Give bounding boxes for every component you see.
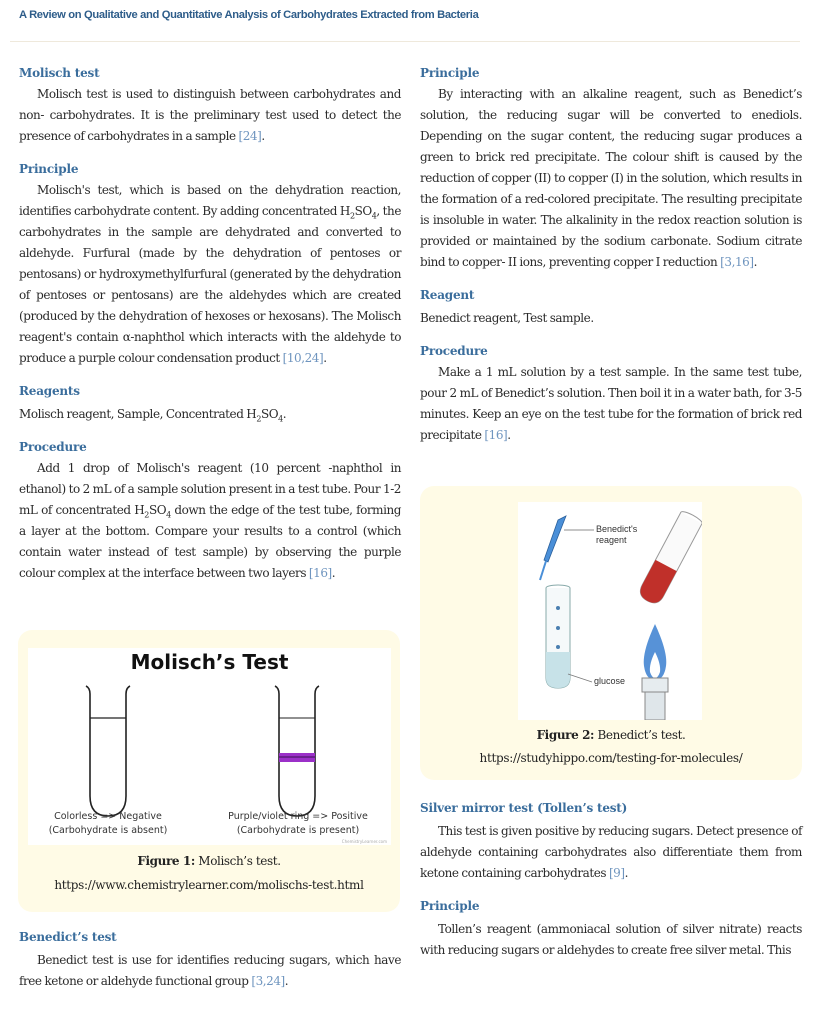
subscript: 4 (278, 414, 283, 424)
benedict-procedure-paragraph: Make a 1 mL solution by a test sample. In the same test tube, pour 2 mL of Benedict’s solution. Then boil it in a water bath, for 3-5 minutes. Keep an eye on the test tube for the formation of brick red precipitate [16]. (420, 365, 802, 442)
glucose-label: glucose (594, 676, 626, 686)
tollen-intro-paragraph: This test is given positive by reducing sugars. Detect presence of aldehyde containing carbohydrates also differentiate them from ketone containing carbohydrates [9]. (420, 824, 802, 880)
subheading-principle: Principle (19, 162, 79, 176)
figure-1-box (18, 630, 400, 912)
figure-1-image-title: Molisch’s Test (130, 650, 289, 674)
left-column (19, 62, 401, 584)
subscript: 4 (371, 211, 377, 221)
positive-result-label (208, 810, 388, 838)
molisch-intro-paragraph: Molisch test is used to distinguish between carbohydrates and non- carbohydrates. It is the preliminary test used to detect the presence of carbohydrates in a sample [24]. (19, 87, 401, 143)
benedict-intro-paragraph: Benedict test is use for identifies reducing sugars, which have free ketone or aldehyde functional group [3,24]. (19, 953, 401, 988)
figure-1-label: Figure 1: (137, 854, 195, 868)
benedict-intro-text: Benedict test is use for identifies reducing sugars, which have free ketone or aldehyde functional group (19, 953, 401, 988)
subheading-procedure: Procedure (420, 344, 488, 358)
figure-2-caption-text: Benedict’s test. (594, 728, 686, 742)
citation-link[interactable]: [16] (308, 566, 332, 580)
section-heading-benedict: Benedict’s test (19, 930, 117, 944)
figure-2-caption (420, 728, 802, 742)
subscript: 2 (144, 510, 149, 520)
subscript: 4 (166, 510, 171, 520)
tollen-principle-paragraph: Tollen’s reagent (ammoniacal solution of silver nitrate) reacts with reducing sugars or aldehydes to create free silver metal. This (420, 922, 802, 957)
principle-text: Molisch's test, which is based on the dehydration reaction, identifies carbohydrate content. By adding concentrated H (19, 183, 401, 218)
section-heading-tollen: Silver mirror test (Tollen’s test) (420, 801, 628, 815)
reagents-text: Molisch reagent, Sample, Concentrated H (19, 407, 257, 421)
citation-link[interactable]: [24] (238, 129, 262, 143)
molisch-principle-paragraph: Molisch's test, which is based on the dehydration reaction, identifies carbohydrate content. By adding concentrated $H_2SO_4$, the carbohydrates in the sample are dehydrated and converted to aldehyde. Furfural (made by the dehydration of pentoses or pentosans) or hydroxymethylfurfural (generated by the dehydration of pentoses or pentosans) are the aldehydes which are created (produced by the dehydration of hexoses or hexosans). The Molisch reagent's contain α-naphthol which interacts with the aldehyde to produce a purple colour condensation product [10,24]. (19, 183, 401, 365)
figure-1-image (28, 648, 391, 845)
procedure-text: down the edge of the test tube, forming a layer at the bottom. Compare your results to a control (which contain water instead of test sample) by observing the purple colour complex at the interface between two layers (19, 503, 401, 580)
figure-1-caption-text: Molisch’s test. (194, 854, 281, 868)
reagents-text: . (282, 407, 287, 421)
negative-result-label (33, 810, 183, 838)
benedict-reagent-label-line1: Benedict's (596, 524, 638, 534)
header-divider (10, 41, 800, 42)
principle-text: By interacting with an alkaline reagent, such as Benedict’s solution, the reducing sugar will be converted to enediols. Depending on the sugar content, the reducing sugar produces a green to brick red precipitate. The colour shift is caused by the reduction of copper (II) to copper (I) in the solution, which results in the formation of a red-colored precipitate. The resulting precipitate is insoluble in water. The alkalinity in the redox reaction solution is provided or maintained by the sodium carbonate. Sodium citrate bind to copper- II ions, preventing copper I reduction (420, 87, 802, 269)
tollen-section (420, 797, 802, 961)
benedict-principle-paragraph: By interacting with an alkaline reagent, such as Benedict’s solution, the reducing sugar will be converted to enediols. Depending on the sugar content, the reducing sugar produces a green to brick red precipitate. The colour shift is caused by the reduction of copper (II) to copper (I) in the solution, which results in the formation of a red-colored precipitate. The resulting precipitate is insoluble in water. The alkalinity in the redox reaction solution is provided or maintained by the sodium carbonate. Sodium citrate bind to copper- II ions, preventing copper I reduction [3,16]. (420, 87, 802, 269)
citation-link[interactable]: [10,24] (282, 351, 324, 365)
positive-label-line1: Purple/violet ring => Positive (228, 811, 368, 822)
molisch-procedure-paragraph: Add 1 drop of Molisch's reagent (10 percent -naphthol in ethanol) to 2 mL of a sample solution present in a test tube. Pour 1-2 mL of concentrated $H_2SO_4$ down the edge of the test tube, forming a layer at the bottom. Compare your results to a control (which contain water instead of test sample) by observing the purple colour complex at the interface between two layers [16]. (19, 461, 401, 580)
benedict-reagent-label-line2: reagent (596, 535, 627, 545)
principle-text: , the carbohydrates in the sample are dehydrated and converted to aldehyde. Furfural (made by the dehydration of pentoses or pentosans) or hydroxymethylfurfural (generated by the dehydration of pentoses or pentosans) are the aldehydes which are created (produced by the dehydration of hexoses or hexosans). The Molisch reagent's contain α-naphthol which interacts with the aldehyde to produce a purple colour condensation product (19, 204, 401, 365)
procedure-text: SO (148, 503, 167, 517)
running-head-title: A Review on Qualitative and Quantitative Analysis of Carbohydrates Extracted from Bacteria (19, 9, 479, 21)
citation-link[interactable]: [3,16] (720, 255, 754, 269)
subscript: 2 (349, 211, 355, 221)
molisch-reagents-paragraph (19, 404, 401, 425)
molisch-intro-text: Molisch test is used to distinguish between carbohydrates and non- carbohydrates. It is the preliminary test used to detect the presence of carbohydrates in a sample (19, 87, 401, 143)
benedict-reagent-label (596, 524, 637, 546)
negative-label-line1: Colorless => Negative (54, 811, 162, 822)
figure-1-source-url[interactable]: https://www.chemistrylearner.com/molischs-test.html (54, 878, 364, 892)
negative-label-line2: (Carbohydrate is absent) (48, 825, 168, 836)
subheading-reagents: Reagents (19, 384, 80, 398)
citation-link[interactable]: [9] (608, 866, 625, 880)
right-column (420, 62, 802, 446)
citation-link[interactable]: [3,24] (251, 974, 285, 988)
figure-2-image (518, 502, 702, 720)
section-heading-molisch: Molisch test (19, 66, 100, 80)
positive-label-line2: (Carbohydrate is present) (236, 825, 360, 836)
figure-1-caption (18, 854, 400, 868)
figure-2-label: Figure 2: (536, 728, 595, 742)
figure-2-source-url[interactable]: https://studyhippo.com/testing-for-molecules/ (479, 751, 743, 765)
figure-2-box (420, 486, 802, 780)
benedict-section (19, 926, 401, 992)
tollen-intro-text: This test is given positive by reducing sugars. Detect presence of aldehyde containing carbohydrates also differentiate them from ketone containing carbohydrates (420, 824, 802, 880)
image-credit: ChemistryLearner.com (341, 839, 387, 844)
subheading-principle: Principle (420, 66, 480, 80)
procedure-text: Add 1 drop of Molisch's reagent (10 percent -naphthol in ethanol) to 2 mL of a sample solution present in a test tube. Pour 1-2 mL of concentrated H (19, 461, 401, 517)
subheading-procedure: Procedure (19, 440, 87, 454)
subheading-reagent: Reagent (420, 288, 475, 302)
procedure-text: Make a 1 mL solution by a test sample. In the same test tube, pour 2 mL of Benedict’s solution. Then boil it in a water bath, for 3-5 minutes. Keep an eye on the test tube for the formation of brick red precipitate (420, 365, 802, 442)
subscript: 2 (256, 414, 261, 424)
principle-text: SO (354, 204, 372, 218)
reagents-text: SO (260, 407, 279, 421)
subheading-principle: Principle (420, 899, 480, 913)
citation-link[interactable]: [16] (484, 428, 508, 442)
benedict-reagent-paragraph: Benedict reagent, Test sample. (420, 311, 594, 325)
